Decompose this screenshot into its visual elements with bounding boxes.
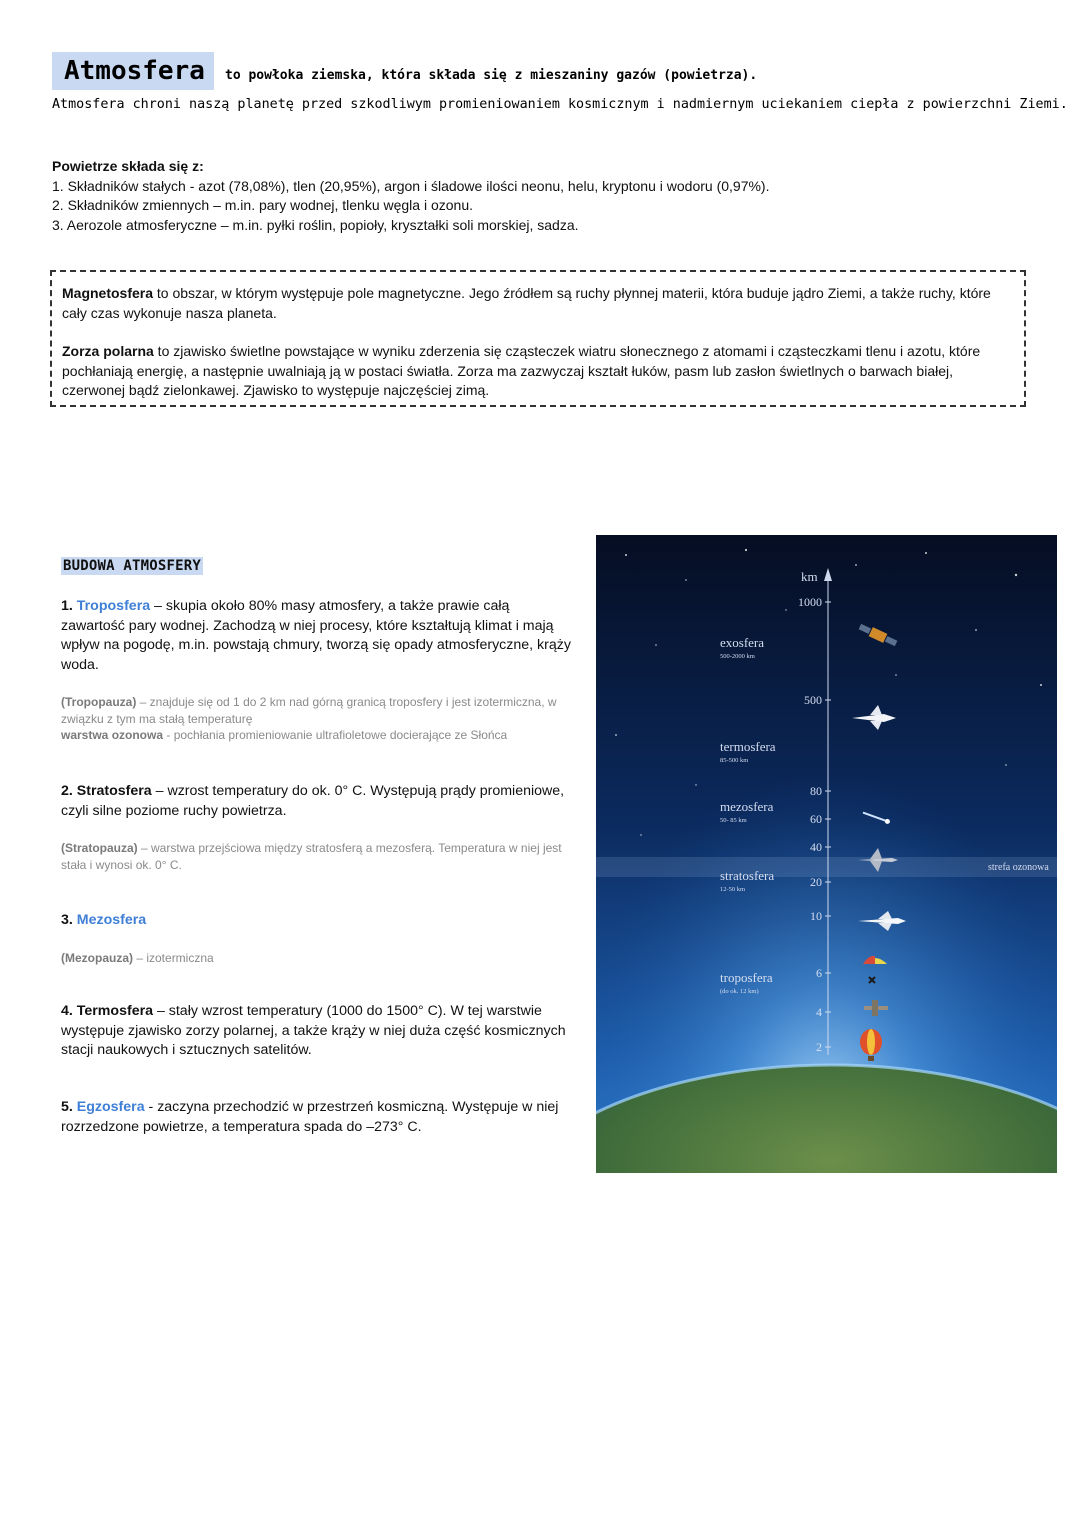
ozone-layer-text: - pochłania promieniowanie ultrafioletowe docierające ze Słońca xyxy=(163,728,508,742)
tick-label-500: 500 xyxy=(804,693,822,707)
troposphere-block xyxy=(61,597,576,675)
aurora-term: Zorza polarna xyxy=(62,343,154,359)
layer-mesosphere-range: 50- 85 km xyxy=(720,817,747,824)
title-definition: to powłoka ziemska, która składa się z mieszaniny gazów (powietrza). xyxy=(225,68,758,83)
tick-label-10: 10 xyxy=(810,909,822,923)
thermosphere-text: – stały wzrost temperatury (1000 do 1500° C). W tej warstwie występuje zjawisko zorzy polarnej, a także krąży w niej duża część kosmicznych stacji naukowych i sztucznych satelitów. xyxy=(61,1003,566,1058)
tick-label-2: 2 xyxy=(816,1040,822,1054)
tropopause-name: (Tropopauza) xyxy=(61,695,137,709)
troposphere-text: – skupia około 80% masy atmosfery, a także prawie całą zawartość pary wodnej. Zachodzą w niej procesy, które kształtują klimat i mają wpływ na pogodę, m.in. powstają chmury, tworzą się opady atmosferyczne, krąży woda. xyxy=(61,598,571,673)
magnetosphere-paragraph xyxy=(62,284,1014,323)
thermosphere-block xyxy=(61,1002,576,1061)
exosphere-number: 5. xyxy=(61,1099,77,1115)
definitions-box xyxy=(50,270,1026,407)
layer-stratosphere-name: stratosfera xyxy=(720,868,775,883)
stratopause-name: (Stratopauza) xyxy=(61,841,138,855)
tick-label-6: 6 xyxy=(816,966,822,980)
layer-thermosphere-range: 85-500 km xyxy=(720,757,749,764)
atmosphere-diagram-svg xyxy=(596,535,1057,1173)
page-title: Atmosfera xyxy=(52,52,214,90)
layer-exosphere-range: 500-2000 km xyxy=(720,653,755,660)
stratosphere-block xyxy=(61,782,576,821)
air-item-1: 1. Składników stałych - azot (78,08%), tlen (20,95%), argon i śladowe ilości neonu, helu, kryptonu i wodoru (0,97%). xyxy=(52,177,770,194)
troposphere-number: 1. xyxy=(61,598,77,614)
aurora-text: to zjawisko świetlne powstające w wyniku zderzenia się cząsteczek wiatru słonecznego z atomami i cząsteczkami tlenu i azotu, które pochłaniają energię, a następnie uwalniają ją w postaci światła. Zorza ma zazwyczaj kształt łuków, pasm lub zasłon świetlnych o barwach białej, czerwonej bądź zielonkawej. Zjawisko to występuje najczęściej zimą. xyxy=(62,343,981,398)
layer-troposphere-name: troposfera xyxy=(720,970,773,985)
mesopause-text: – izotermiczna xyxy=(133,951,214,965)
magnetosphere-term: Magnetosfera xyxy=(62,285,154,301)
magnetosphere-text: to obszar, w którym występuje pole magnetyczne. Jego źródłem są ruchy płynnej materii, która buduje jądro Ziemi, a także ruchy, które cały czas wykonuje nasza planeta. xyxy=(62,285,991,321)
air-heading: Powietrze składa się z: xyxy=(52,158,204,174)
layer-exosphere-name: exosfera xyxy=(720,635,765,650)
layer-mesosphere-name: mezosfera xyxy=(720,799,774,814)
tropopause-text: – znajduje się od 1 do 2 km nad górną granicą troposfery i jest izotermiczna, w związku z tym ma stałą temperaturę xyxy=(61,695,557,726)
aurora-paragraph xyxy=(62,342,1014,401)
tick-label-80: 80 xyxy=(810,784,822,798)
stratopause-text: – warstwa przejściowa między stratosferą a mezosferą. Temperatura w niej jest stała i wynosi ok. 0° C. xyxy=(61,841,562,872)
layer-troposphere-range: (do ok. 12 km) xyxy=(720,988,759,995)
stratosphere-name: 2. Stratosfera xyxy=(61,783,152,799)
tick-label-1000: 1000 xyxy=(798,595,822,609)
atmosphere-structure xyxy=(61,557,576,1135)
stratosphere-text: – wzrost temperatury do ok. 0° C. Występują prądy promieniowe, czyli silne poziome ruchy powietrza. xyxy=(61,783,565,819)
mesosphere-number: 3. xyxy=(61,912,77,928)
exosphere-name: Egzosfera xyxy=(76,1099,145,1115)
layer-stratosphere-range: 12-50 km xyxy=(720,886,746,893)
mesopause-name: (Mezopauza) xyxy=(61,951,133,965)
exosphere-text: - zaczyna przechodzić w przestrzeń kosmiczną. Występuje w niej rozrzedzone powietrze, a temperatura spada do –273° C. xyxy=(61,1099,559,1135)
air-item-2: 2. Składników zmiennych – m.in. pary wodnej, tlenku węgla i ozonu. xyxy=(52,197,473,213)
mesosphere-name: Mezosfera xyxy=(76,912,147,928)
axis-unit: km xyxy=(801,569,818,584)
thermosphere-name: 4. Termosfera xyxy=(61,1003,153,1019)
stratopause-block xyxy=(61,840,576,873)
ozone-layer-name: warstwa ozonowa xyxy=(61,728,164,742)
intro-text: Atmosfera chroni naszą planetę przed szkodliwym promieniowaniem kosmicznym i nadmiernym uciekaniem ciepła z powierzchni Ziemi. xyxy=(52,97,1068,112)
troposphere-name: Troposfera xyxy=(76,598,151,614)
mesosphere-block xyxy=(61,911,576,931)
structure-heading: BUDOWA ATMOSFERY xyxy=(63,558,202,574)
tick-label-4: 4 xyxy=(816,1005,822,1019)
tropopause-block xyxy=(61,694,576,744)
ozone-zone-label: strefa ozonowa xyxy=(988,862,1049,873)
atmosphere-diagram xyxy=(596,535,1057,1173)
mesopause-block xyxy=(61,950,576,967)
air-composition xyxy=(52,157,770,235)
air-item-3: 3. Aerozole atmosferyczne – m.in. pyłki roślin, popioły, kryształki soli morskiej, sadza. xyxy=(52,216,579,233)
exosphere-block xyxy=(61,1098,576,1137)
tick-label-20: 20 xyxy=(810,875,822,889)
tick-label-40: 40 xyxy=(810,840,822,854)
layer-thermosphere-name: termosfera xyxy=(720,739,776,754)
tick-label-60: 60 xyxy=(810,812,822,826)
